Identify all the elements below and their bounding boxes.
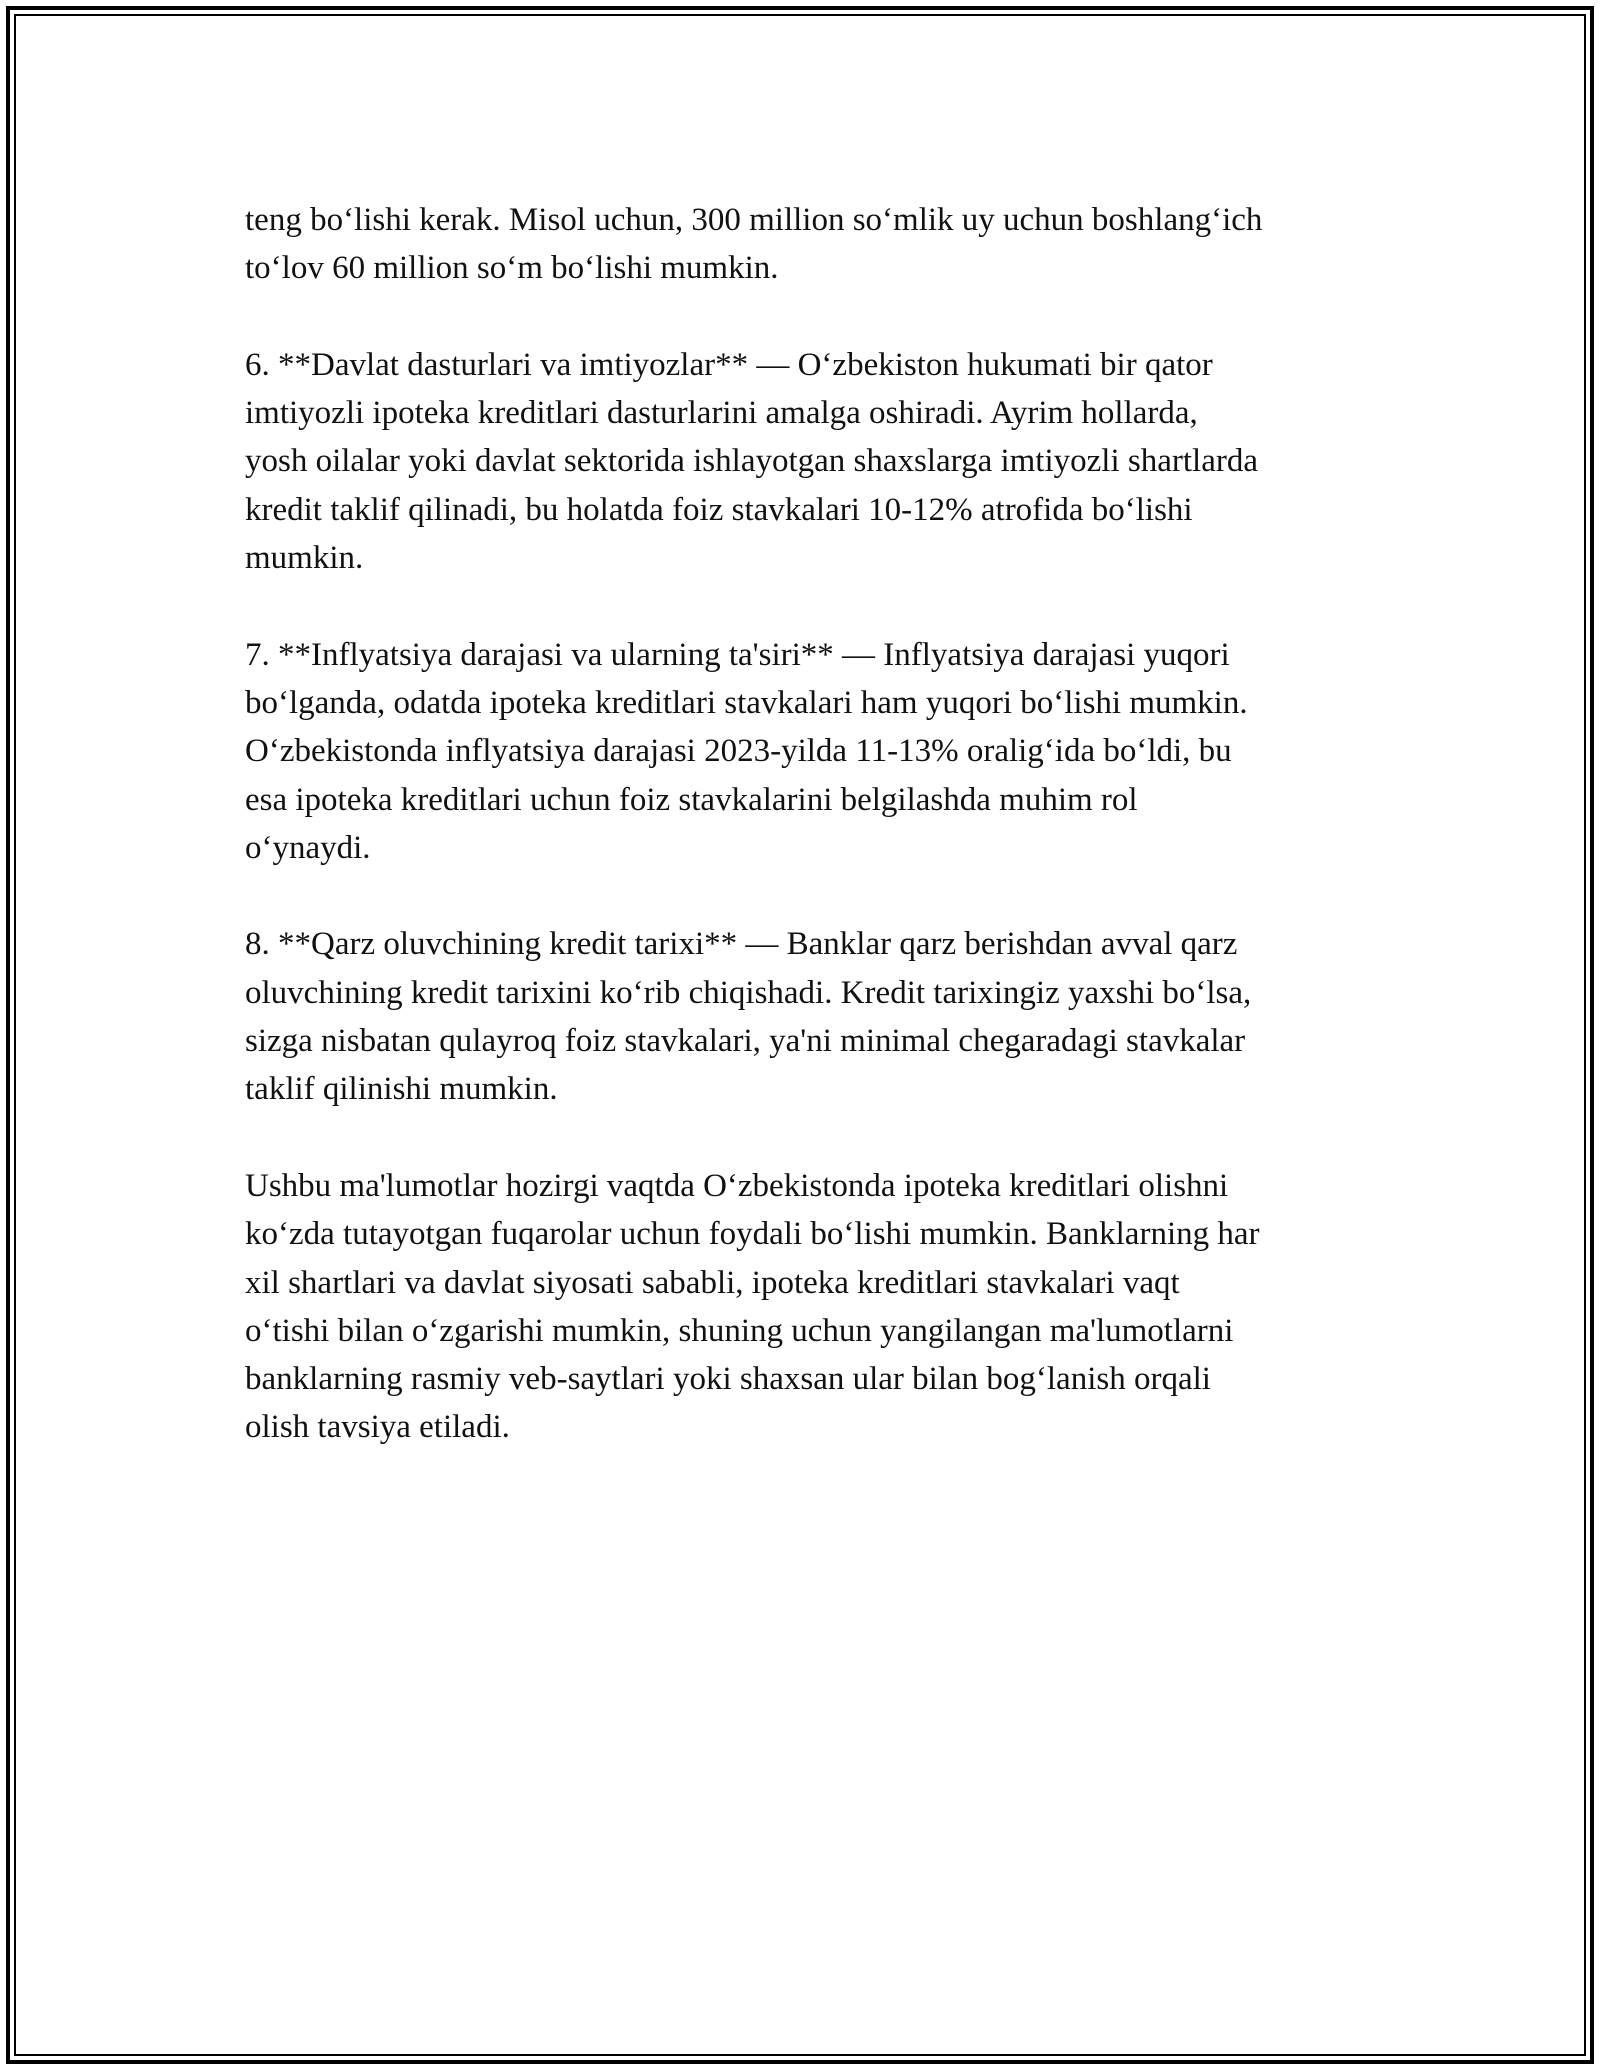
text-line: teng boʻlishi kerak. Misol uchun, 300 million soʻmlik uy uchun boshlangʻich xyxy=(245,202,1263,238)
paragraph-conclusion xyxy=(245,1162,1405,1452)
text-line: esa ipoteka kreditlari uchun foiz stavkalarini belgilashda muhim rol xyxy=(245,781,1138,818)
text-line: koʻzda tutayotgan fuqarolar uchun foydali boʻlishi mumkin. Banklarning har xyxy=(245,1216,1260,1253)
text-line: 8. **Qarz oluvchining kredit tarixi** — Banklar qarz berishdan avval qarz xyxy=(245,926,1238,963)
text-line: olish tavsiya etiladi. xyxy=(245,1409,510,1446)
document-body xyxy=(245,196,1405,1500)
text-line: boʻlganda, odatda ipoteka kreditlari stavkalari ham yuqori boʻlishi mumkin. xyxy=(245,684,1248,721)
paragraph-item-6 xyxy=(245,341,1405,582)
text-line: mumkin. xyxy=(245,540,364,577)
text-line: oʻynaydi. xyxy=(245,829,371,866)
text-line: oʻtishi bilan oʻzgarishi mumkin, shuning uchun yangilangan ma'lumotlarni xyxy=(245,1312,1234,1349)
text-line: 7. **Inflyatsiya darajasi va ularning ta'siri** — Inflyatsiya darajasi yuqori xyxy=(245,636,1230,673)
text-line: xil shartlari va davlat siyosati sababli, ipoteka kreditlari stavkalari vaqt xyxy=(245,1264,1180,1301)
text-line: taklif qilinishi mumkin. xyxy=(245,1071,558,1108)
text-line: banklarning rasmiy veb-saytlari yoki shaxsan ular bilan bogʻlanish orqali xyxy=(245,1361,1211,1398)
text-line: 6. **Davlat dasturlari va imtiyozlar** — Oʻzbekiston hukumati bir qator xyxy=(245,346,1213,383)
text-line: sizga nisbatan qulayroq foiz stavkalari, ya'ni minimal chegaradagi stavkalar xyxy=(245,1023,1246,1060)
text-line: Oʻzbekistonda inflyatsiya darajasi 2023-yilda 11-13% oraligʻida boʻldi, bu xyxy=(245,733,1232,770)
text-line: imtiyozli ipoteka kreditlari dasturlarini amalga oshiradi. Ayrim hollarda, xyxy=(245,395,1198,432)
text-line: Ushbu ma'lumotlar hozirgi vaqtda Oʻzbekistonda ipoteka kreditlari olishni xyxy=(245,1167,1229,1204)
text-line: oluvchining kredit tarixini koʻrib chiqishadi. Kredit tarixingiz yaxshi boʻlsa, xyxy=(245,974,1252,1011)
text-line: toʻlov 60 million soʻm boʻlishi mumkin. xyxy=(245,250,779,287)
text-line: yosh oilalar yoki davlat sektorida ishlayotgan shaxslarga imtiyozli shartlarda xyxy=(245,443,1258,480)
page-frame xyxy=(6,6,1594,2064)
text-line: kredit taklif qilinadi, bu holatda foiz stavkalari 10-12% atrofida boʻlishi xyxy=(245,491,1193,528)
paragraph-down-payment-continuation xyxy=(245,196,1405,293)
paragraph-item-7 xyxy=(245,631,1405,872)
paragraph-item-8 xyxy=(245,920,1405,1113)
